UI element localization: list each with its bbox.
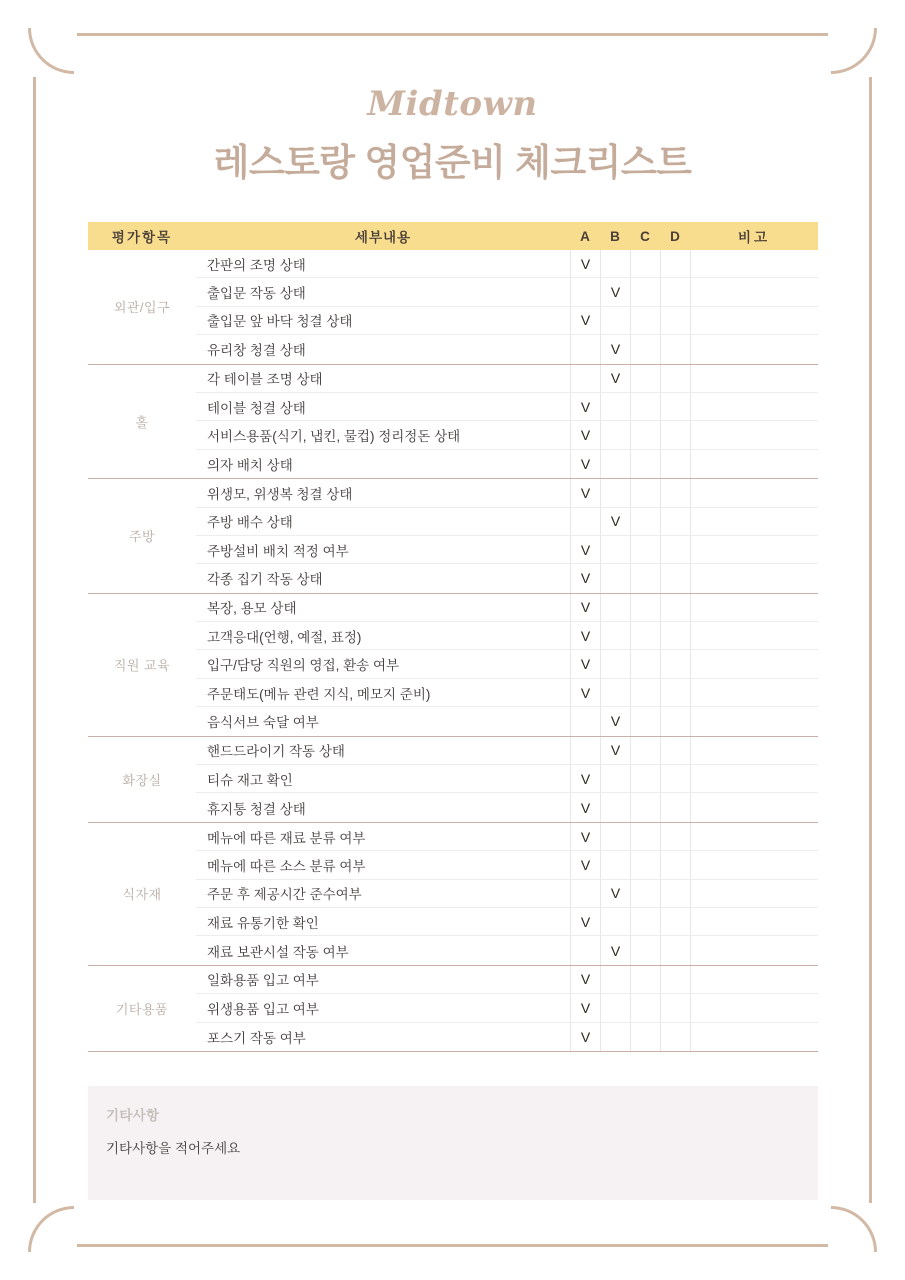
column-header-grade-d: D (670, 228, 680, 244)
grade-cell-a[interactable]: V (570, 594, 600, 621)
note-cell[interactable] (690, 994, 818, 1021)
column-header-grade-c: C (640, 228, 650, 244)
grade-cell-c[interactable] (630, 622, 660, 649)
note-cell[interactable] (690, 393, 818, 420)
grade-cell-b[interactable] (600, 823, 630, 850)
row-detail-text: 입구/담당 직원의 영접, 환송 여부 (207, 658, 400, 674)
column-header-grade-b: B (610, 228, 620, 244)
grade-cell-d[interactable] (660, 278, 690, 305)
table-header-row (88, 222, 818, 250)
grade-cell-d[interactable] (660, 966, 690, 993)
row-detail-text: 핸드드라이기 작동 상태 (207, 744, 345, 760)
grade-cell-a[interactable]: V (570, 650, 600, 677)
section-category-label: 홀 (135, 414, 149, 430)
corner-notch-bottom-right (828, 1203, 874, 1249)
note-cell[interactable] (690, 622, 818, 649)
note-cell[interactable] (690, 823, 818, 850)
table-row (196, 1023, 818, 1051)
row-detail-text: 메뉴에 따른 소스 분류 여부 (207, 858, 366, 874)
note-cell[interactable] (690, 966, 818, 993)
grade-cell-c[interactable] (630, 908, 660, 935)
note-cell[interactable] (690, 707, 818, 735)
corner-notch-top-right (828, 31, 874, 77)
grade-cell-a[interactable]: V (570, 250, 600, 277)
row-detail-text: 각 테이블 조명 상태 (207, 372, 323, 388)
row-detail-text: 위생모, 위생복 청결 상태 (207, 486, 353, 502)
grade-cell-a[interactable]: V (570, 994, 600, 1021)
table-row (196, 936, 818, 964)
row-detail-text: 출입문 앞 바닥 청결 상태 (207, 314, 353, 330)
table-row (196, 823, 818, 851)
table-body (88, 250, 818, 1052)
checklist-table (88, 222, 818, 1052)
section-rows (196, 823, 818, 965)
grade-cell-b[interactable] (600, 851, 630, 878)
grade-cell-d[interactable] (660, 936, 690, 964)
column-header-detail: 세부내용 (354, 230, 412, 245)
row-detail-text: 티슈 재고 확인 (207, 772, 293, 788)
grade-cell-d[interactable] (660, 335, 690, 363)
row-detail-text: 고객응대(언행, 예절, 표정) (207, 629, 362, 645)
grade-cell-d[interactable] (660, 908, 690, 935)
note-cell[interactable] (690, 250, 818, 277)
column-header-note: 비고 (737, 230, 771, 245)
table-row (196, 307, 818, 335)
table-section (88, 737, 818, 823)
grade-cell-a[interactable]: V (570, 307, 600, 334)
note-cell[interactable] (690, 335, 818, 363)
table-row (196, 421, 818, 449)
grade-cell-d[interactable] (660, 823, 690, 850)
grade-cell-d[interactable] (660, 508, 690, 535)
grade-cell-b[interactable] (600, 479, 630, 506)
grade-cell-a[interactable]: V (570, 679, 600, 706)
section-category-label: 주방 (128, 529, 156, 545)
grade-cell-d[interactable] (660, 421, 690, 448)
grade-cell-c[interactable] (630, 737, 660, 764)
row-detail-text: 간판의 조명 상태 (207, 257, 306, 273)
section-category-label: 직원 교육 (113, 658, 171, 674)
row-detail-text: 주방설비 배치 적정 여부 (207, 543, 349, 559)
memo-box[interactable] (88, 1086, 818, 1200)
note-cell[interactable] (690, 508, 818, 535)
note-cell[interactable] (690, 479, 818, 506)
row-detail-text: 서비스용품(식기, 냅킨, 물컵) 정리정돈 상태 (207, 429, 461, 445)
grade-cell-b[interactable] (600, 594, 630, 621)
note-cell[interactable] (690, 365, 818, 392)
grade-cell-a[interactable]: V (570, 564, 600, 592)
note-cell[interactable] (690, 278, 818, 305)
grade-cell-d[interactable] (660, 1023, 690, 1051)
grade-cell-c[interactable] (630, 536, 660, 563)
table-row (196, 536, 818, 564)
grade-cell-d[interactable] (660, 880, 690, 907)
section-rows (196, 737, 818, 822)
note-cell[interactable] (690, 851, 818, 878)
grade-cell-c[interactable] (630, 765, 660, 792)
grade-cell-d[interactable] (660, 536, 690, 563)
table-row (196, 908, 818, 936)
brand-logo: Midtown (367, 84, 538, 124)
memo-placeholder-text[interactable]: 기타사항을 적어주세요 (106, 1141, 241, 1156)
row-detail-text: 주문태도(메뉴 관련 지식, 메모지 준비) (207, 686, 431, 702)
grade-cell-a[interactable] (570, 707, 600, 735)
table-row (196, 880, 818, 908)
section-rows (196, 594, 818, 736)
row-detail-text: 출입문 작동 상태 (207, 286, 306, 302)
grade-cell-d[interactable] (660, 594, 690, 621)
table-section (88, 966, 818, 1052)
grade-cell-c[interactable] (630, 365, 660, 392)
grade-cell-b[interactable] (600, 679, 630, 706)
note-cell[interactable] (690, 679, 818, 706)
grade-cell-c[interactable] (630, 421, 660, 448)
table-section (88, 250, 818, 365)
grade-cell-a[interactable] (570, 278, 600, 305)
note-cell[interactable] (690, 793, 818, 821)
column-header-category: 평가항목 (111, 230, 173, 245)
page-title: 레스토랑 영업준비 체크리스트 (213, 142, 692, 183)
row-detail-text: 포스기 작동 여부 (207, 1030, 306, 1046)
grade-cell-c[interactable] (630, 650, 660, 677)
grade-cell-b[interactable]: V (600, 737, 630, 764)
grade-cell-b[interactable] (600, 622, 630, 649)
table-section (88, 365, 818, 480)
grade-cell-d[interactable] (660, 307, 690, 334)
grade-cell-d[interactable] (660, 679, 690, 706)
table-row (196, 851, 818, 879)
note-cell[interactable] (690, 936, 818, 964)
grade-cell-b[interactable]: V (600, 278, 630, 305)
grade-cell-b[interactable] (600, 450, 630, 478)
row-detail-text: 각종 집기 작동 상태 (207, 572, 323, 588)
grade-cell-b[interactable]: V (600, 936, 630, 964)
grade-cell-d[interactable] (660, 479, 690, 506)
grade-cell-c[interactable] (630, 450, 660, 478)
grade-cell-a[interactable]: V (570, 450, 600, 478)
grade-cell-b[interactable] (600, 793, 630, 821)
row-detail-text: 메뉴에 따른 재료 분류 여부 (207, 830, 366, 846)
grade-cell-a[interactable]: V (570, 393, 600, 420)
table-row (196, 737, 818, 765)
grade-cell-d[interactable] (660, 564, 690, 592)
grade-cell-c[interactable] (630, 880, 660, 907)
grade-cell-a[interactable] (570, 365, 600, 392)
table-row (196, 622, 818, 650)
memo-label: 기타사항 (106, 1108, 160, 1123)
grade-cell-b[interactable] (600, 250, 630, 277)
grade-cell-c[interactable] (630, 594, 660, 621)
row-detail-text: 주방 배수 상태 (207, 515, 293, 531)
corner-notch-top-left (31, 31, 77, 77)
grade-cell-b[interactable]: V (600, 880, 630, 907)
grade-cell-d[interactable] (660, 707, 690, 735)
table-row (196, 707, 818, 735)
note-cell[interactable] (690, 307, 818, 334)
grade-cell-a[interactable]: V (570, 793, 600, 821)
grade-cell-a[interactable] (570, 936, 600, 964)
grade-cell-c[interactable] (630, 936, 660, 964)
grade-cell-c[interactable] (630, 564, 660, 592)
grade-cell-c[interactable] (630, 479, 660, 506)
grade-cell-d[interactable] (660, 393, 690, 420)
grade-cell-b[interactable] (600, 994, 630, 1021)
grade-cell-a[interactable]: V (570, 765, 600, 792)
grade-cell-a[interactable]: V (570, 851, 600, 878)
grade-cell-b[interactable] (600, 908, 630, 935)
grade-cell-a[interactable] (570, 737, 600, 764)
row-detail-text: 복장, 용모 상태 (207, 601, 297, 617)
grade-cell-a[interactable]: V (570, 421, 600, 448)
grade-cell-c[interactable] (630, 508, 660, 535)
table-section (88, 479, 818, 594)
grade-cell-d[interactable] (660, 765, 690, 792)
grade-cell-c[interactable] (630, 307, 660, 334)
table-row (196, 679, 818, 707)
grade-cell-b[interactable] (600, 564, 630, 592)
section-rows (196, 479, 818, 593)
row-detail-text: 재료 보관시설 작동 여부 (207, 944, 349, 960)
grade-cell-a[interactable]: V (570, 622, 600, 649)
grade-cell-b[interactable] (600, 421, 630, 448)
grade-cell-a[interactable] (570, 880, 600, 907)
grade-cell-c[interactable] (630, 679, 660, 706)
grade-cell-d[interactable] (660, 793, 690, 821)
grade-cell-c[interactable] (630, 393, 660, 420)
grade-cell-a[interactable]: V (570, 966, 600, 993)
grade-cell-c[interactable] (630, 966, 660, 993)
table-row (196, 994, 818, 1022)
section-category-label: 화장실 (122, 772, 162, 788)
section-rows (196, 365, 818, 479)
section-category-label: 기타용품 (115, 1001, 169, 1017)
row-detail-text: 음식서브 숙달 여부 (207, 715, 319, 731)
grade-cell-b[interactable] (600, 1023, 630, 1051)
section-rows (196, 250, 818, 364)
row-detail-text: 주문 후 제공시간 준수여부 (207, 887, 362, 903)
grade-cell-c[interactable] (630, 335, 660, 363)
grade-cell-a[interactable]: V (570, 536, 600, 563)
grade-cell-c[interactable] (630, 994, 660, 1021)
table-row (196, 966, 818, 994)
grade-cell-b[interactable] (600, 966, 630, 993)
note-cell[interactable] (690, 880, 818, 907)
table-row (196, 564, 818, 592)
section-category-label: 외관/입구 (113, 300, 171, 316)
table-row (196, 250, 818, 278)
corner-notch-bottom-left (31, 1203, 77, 1249)
grade-cell-c[interactable] (630, 1023, 660, 1051)
row-detail-text: 일화용품 입고 여부 (207, 973, 319, 989)
note-cell[interactable] (690, 536, 818, 563)
note-cell[interactable] (690, 564, 818, 592)
row-detail-text: 의자 배치 상태 (207, 457, 293, 473)
grade-cell-d[interactable] (660, 851, 690, 878)
table-row (196, 594, 818, 622)
grade-cell-b[interactable] (600, 765, 630, 792)
row-detail-text: 재료 유통기한 확인 (207, 915, 319, 931)
table-row (196, 765, 818, 793)
note-cell[interactable] (690, 908, 818, 935)
grade-cell-d[interactable] (660, 994, 690, 1021)
grade-cell-a[interactable]: V (570, 1023, 600, 1051)
grade-cell-d[interactable] (660, 622, 690, 649)
note-cell[interactable] (690, 737, 818, 764)
table-row (196, 335, 818, 363)
table-row (196, 479, 818, 507)
grade-cell-b[interactable]: V (600, 508, 630, 535)
note-cell[interactable] (690, 450, 818, 478)
grade-cell-c[interactable] (630, 707, 660, 735)
grade-cell-b[interactable]: V (600, 365, 630, 392)
row-detail-text: 테이블 청결 상태 (207, 400, 306, 416)
grade-cell-d[interactable] (660, 365, 690, 392)
row-detail-text: 위생용품 입고 여부 (207, 1001, 319, 1017)
grade-cell-c[interactable] (630, 823, 660, 850)
grade-cell-d[interactable] (660, 250, 690, 277)
note-cell[interactable] (690, 594, 818, 621)
table-row (196, 450, 818, 478)
grade-cell-b[interactable] (600, 393, 630, 420)
row-detail-text: 휴지통 청결 상태 (207, 801, 306, 817)
grade-cell-a[interactable] (570, 335, 600, 363)
grade-cell-d[interactable] (660, 650, 690, 677)
table-row (196, 508, 818, 536)
table-row (196, 793, 818, 821)
section-category-label: 식자재 (122, 887, 162, 903)
grade-cell-b[interactable] (600, 536, 630, 563)
table-row (196, 393, 818, 421)
grade-cell-a[interactable]: V (570, 479, 600, 506)
grade-cell-c[interactable] (630, 278, 660, 305)
grade-cell-b[interactable]: V (600, 335, 630, 363)
note-cell[interactable] (690, 1023, 818, 1051)
note-cell[interactable] (690, 650, 818, 677)
note-cell[interactable] (690, 765, 818, 792)
grade-cell-d[interactable] (660, 737, 690, 764)
section-rows (196, 966, 818, 1051)
column-header-grade-a: A (580, 228, 590, 244)
grade-cell-c[interactable] (630, 851, 660, 878)
table-section (88, 823, 818, 966)
table-row (196, 650, 818, 678)
grade-cell-a[interactable]: V (570, 823, 600, 850)
grade-cell-c[interactable] (630, 793, 660, 821)
grade-cell-d[interactable] (660, 450, 690, 478)
table-row (196, 365, 818, 393)
note-cell[interactable] (690, 421, 818, 448)
table-section (88, 594, 818, 737)
row-detail-text: 유리창 청결 상태 (207, 343, 306, 359)
grade-cell-a[interactable] (570, 508, 600, 535)
grade-cell-b[interactable] (600, 307, 630, 334)
table-row (196, 278, 818, 306)
grade-cell-a[interactable]: V (570, 908, 600, 935)
grade-cell-b[interactable]: V (600, 707, 630, 735)
grade-cell-b[interactable] (600, 650, 630, 677)
grade-cell-c[interactable] (630, 250, 660, 277)
